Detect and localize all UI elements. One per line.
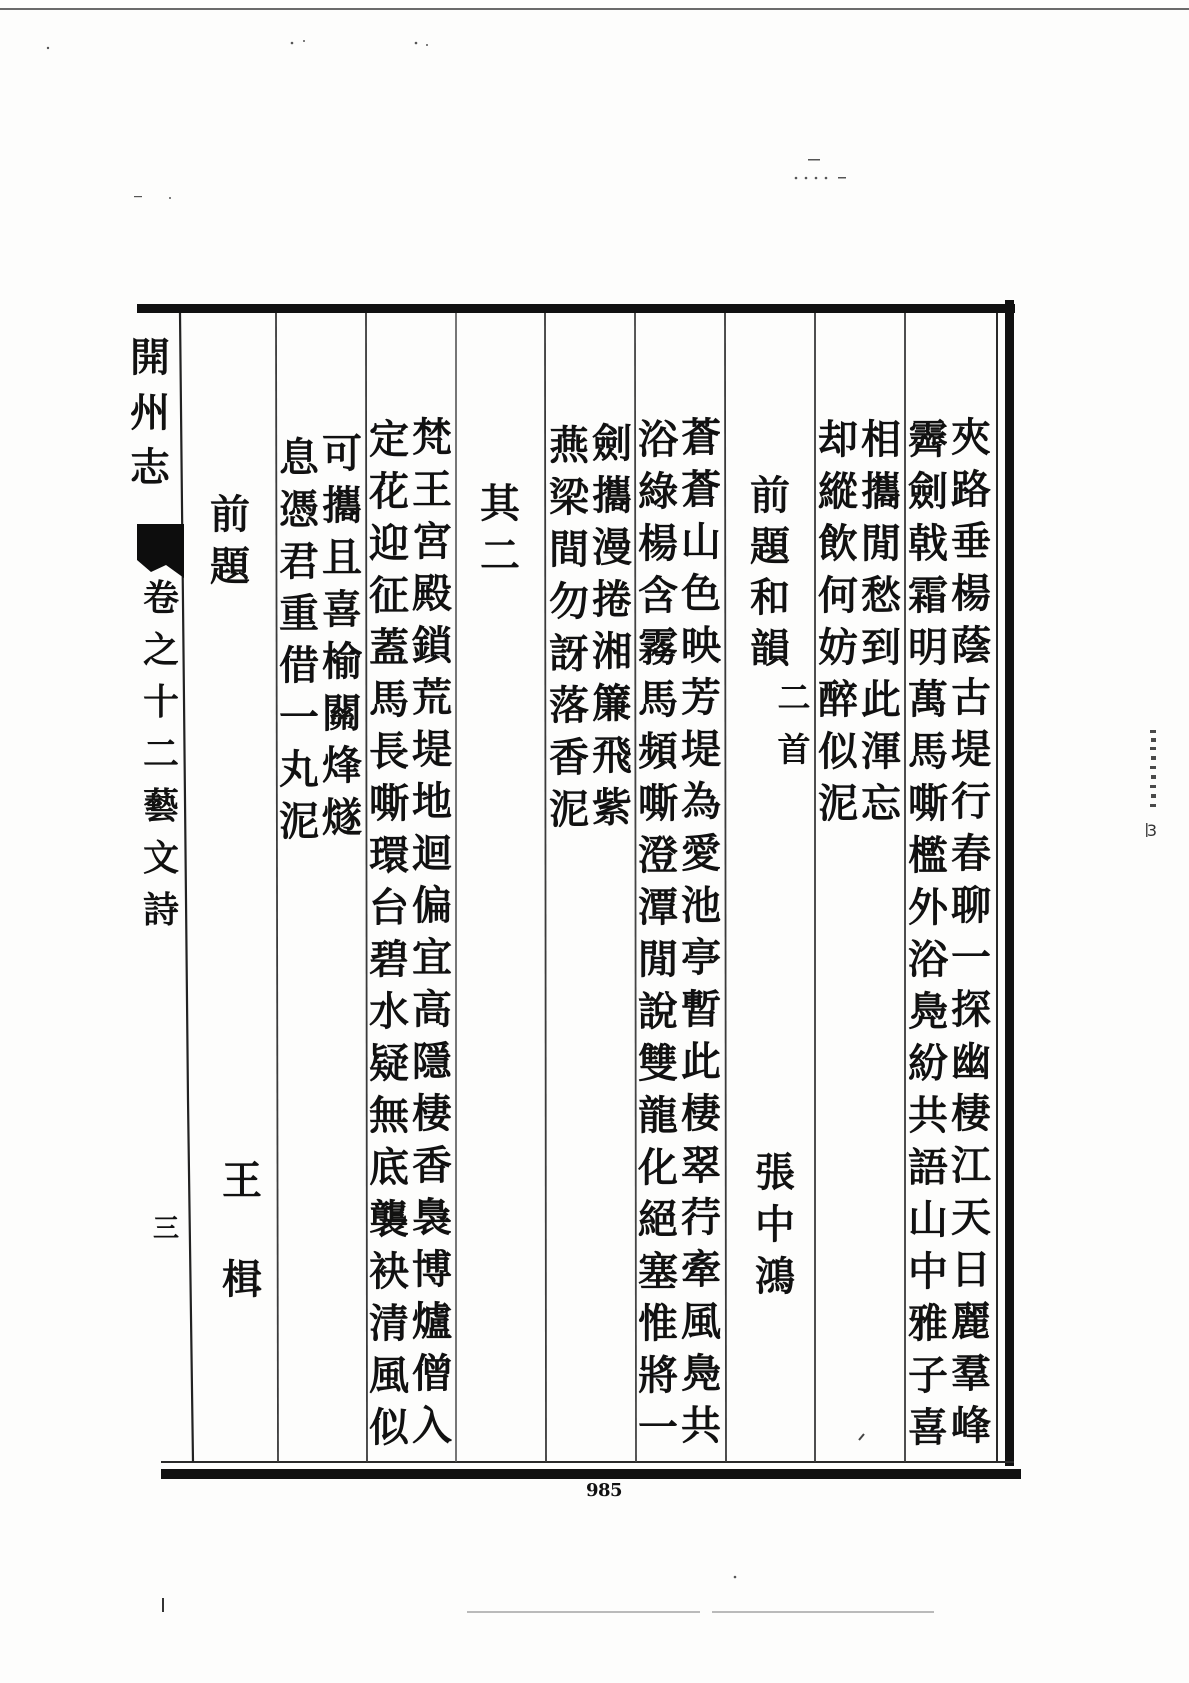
character: 相 — [861, 416, 901, 463]
character: 霜 — [908, 572, 948, 619]
character: 二 — [777, 678, 811, 717]
character: 鎖 — [412, 622, 452, 669]
character: 迴 — [412, 830, 452, 877]
poem-title-note — [775, 672, 813, 776]
character: 此 — [681, 1038, 721, 1085]
character: 醉 — [818, 676, 858, 723]
character: 天 — [951, 1194, 991, 1241]
character: 楊 — [638, 520, 678, 567]
character: 荒 — [412, 674, 452, 721]
character: 袂 — [369, 1248, 409, 1295]
character: 峰 — [951, 1402, 991, 1449]
character: 征 — [369, 572, 409, 619]
character: 可 — [322, 430, 362, 477]
character: 嘶 — [638, 780, 678, 827]
character: 劍 — [592, 420, 632, 467]
character: 馬 — [369, 676, 409, 723]
character: 無 — [369, 1092, 409, 1139]
character: 開 — [130, 334, 170, 381]
character: 水 — [369, 988, 409, 1035]
character: 前 — [210, 491, 250, 538]
character: 迎 — [369, 520, 409, 567]
character: 探 — [951, 986, 991, 1033]
frame-bottom-border — [161, 1469, 1021, 1479]
poem-line — [590, 418, 634, 834]
character: 簾 — [592, 680, 632, 727]
poem-line — [816, 414, 860, 830]
character: 絕 — [638, 1196, 678, 1243]
character: 泥 — [549, 786, 589, 833]
character: 亭 — [681, 934, 721, 981]
character: 清 — [369, 1300, 409, 1347]
character: 宜 — [412, 934, 452, 981]
character: 化 — [638, 1144, 678, 1191]
character: 楊 — [951, 570, 991, 617]
character: 妨 — [818, 624, 858, 671]
character: 霽 — [908, 416, 948, 463]
character: 似 — [369, 1404, 409, 1451]
poem-line — [410, 412, 454, 1452]
character: 荇 — [681, 1194, 721, 1241]
character: 飲 — [818, 520, 858, 567]
poem-line — [949, 412, 993, 1452]
character: 春 — [951, 830, 991, 877]
character: 中 — [755, 1201, 795, 1248]
character: 王 — [222, 1157, 262, 1204]
character: 漫 — [592, 524, 632, 571]
character: 塞 — [638, 1248, 678, 1295]
character: 借 — [279, 642, 319, 689]
character: 翠 — [681, 1142, 721, 1189]
poem-line — [859, 414, 903, 830]
character: 志 — [130, 444, 170, 491]
column-rule — [545, 313, 546, 1462]
character: 韻 — [750, 625, 790, 672]
character: 忘 — [861, 780, 901, 827]
character: 僧 — [412, 1350, 452, 1397]
character: 共 — [681, 1402, 721, 1449]
character: 訝 — [549, 630, 589, 677]
character: 攜 — [592, 472, 632, 519]
character: 殿 — [412, 570, 452, 617]
character: 嘶 — [369, 780, 409, 827]
character: 浴 — [638, 416, 678, 463]
character: 梁 — [549, 474, 589, 521]
character: 似 — [818, 728, 858, 775]
character: 題 — [750, 523, 790, 570]
character: 二 — [480, 532, 520, 579]
character: 之 — [142, 629, 179, 671]
character: 棲 — [951, 1090, 991, 1137]
character: 鴻 — [755, 1253, 795, 1300]
character: 喜 — [322, 586, 362, 633]
character: 劍 — [908, 468, 948, 515]
character: 龍 — [638, 1092, 678, 1139]
character: 色 — [681, 570, 721, 617]
character: 閒 — [638, 936, 678, 983]
character: 君 — [279, 538, 319, 585]
character: 雙 — [638, 1040, 678, 1087]
character: 江 — [951, 1142, 991, 1189]
character: 間 — [549, 526, 589, 573]
character: 幽 — [951, 1038, 991, 1085]
character: 台 — [369, 884, 409, 931]
character: 泥 — [818, 780, 858, 827]
character: 棲 — [681, 1090, 721, 1137]
character: 花 — [369, 468, 409, 515]
poem-line — [277, 432, 321, 848]
character: 說 — [638, 988, 678, 1035]
character: 底 — [369, 1144, 409, 1191]
character: 聊 — [951, 882, 991, 929]
character: 梵 — [412, 414, 452, 461]
character: 文 — [142, 837, 179, 879]
character: 語 — [908, 1144, 948, 1191]
character: 蔭 — [951, 622, 991, 669]
character: 山 — [908, 1196, 948, 1243]
character: 古 — [951, 674, 991, 721]
character: 愁 — [861, 572, 901, 619]
character: 何 — [818, 572, 858, 619]
poem-line — [679, 412, 723, 1452]
character: 縱 — [818, 468, 858, 515]
character: 惟 — [638, 1300, 678, 1347]
banxin-juan-title — [141, 572, 181, 936]
character: 堤 — [681, 726, 721, 773]
character: 霧 — [638, 624, 678, 671]
character: 泥 — [279, 798, 319, 845]
character: 楫 — [222, 1256, 262, 1303]
character: 到 — [861, 624, 901, 671]
character: 潭 — [638, 884, 678, 931]
character: 一 — [279, 694, 319, 741]
character: 紫 — [592, 784, 632, 831]
character: 前 — [750, 472, 790, 519]
character: 題 — [210, 543, 250, 590]
character: 嘶 — [908, 780, 948, 827]
character: 長 — [369, 728, 409, 775]
character: 藝 — [142, 785, 179, 827]
page-number: 985 — [585, 1480, 623, 1501]
poem-line — [547, 420, 591, 836]
character: 張 — [755, 1149, 795, 1196]
poem-title — [748, 470, 792, 674]
character: 頻 — [638, 728, 678, 775]
character: 羣 — [951, 1350, 991, 1397]
character: 鳧 — [681, 1350, 721, 1397]
character: 偏 — [412, 882, 452, 929]
character: 首 — [777, 730, 811, 769]
character: 攜 — [322, 482, 362, 529]
character: 州 — [130, 389, 170, 436]
poem-line — [367, 414, 411, 1454]
character: 池 — [681, 882, 721, 929]
character: 碧 — [369, 936, 409, 983]
character: 疑 — [369, 1040, 409, 1087]
character: 一 — [951, 934, 991, 981]
character: 渾 — [861, 728, 901, 775]
column-rule — [725, 313, 726, 1462]
character: 馬 — [908, 728, 948, 775]
character: 且 — [322, 534, 362, 581]
character: 憑 — [279, 486, 319, 533]
character: 雅 — [908, 1300, 948, 1347]
character: 二 — [142, 733, 179, 775]
poem-title — [208, 489, 252, 593]
character: 入 — [412, 1402, 452, 1449]
character: 明 — [908, 624, 948, 671]
poem-line — [636, 414, 680, 1454]
character: 共 — [908, 1092, 948, 1139]
character: 湘 — [592, 628, 632, 675]
character: 和 — [750, 574, 790, 621]
character: 子 — [908, 1352, 948, 1399]
character: 蓋 — [369, 624, 409, 671]
character: 關 — [322, 690, 362, 737]
character: 外 — [908, 884, 948, 931]
character: 紛 — [908, 1040, 948, 1087]
character: 烽 — [322, 742, 362, 789]
frame-right-border — [1005, 300, 1014, 1466]
character: 浴 — [908, 936, 948, 983]
character: 堤 — [412, 726, 452, 773]
character: 萬 — [908, 676, 948, 723]
banxin-leaf-number: 三 — [152, 1214, 179, 1244]
character: 暫 — [681, 986, 721, 1033]
character: 此 — [861, 676, 901, 723]
character: 中 — [908, 1248, 948, 1295]
character: 詩 — [142, 889, 179, 931]
poem-title — [478, 478, 522, 582]
character: 蒼 — [681, 466, 721, 513]
character: 麗 — [951, 1298, 991, 1345]
poem-line — [906, 414, 950, 1454]
poem-author — [753, 1147, 797, 1303]
character: 隱 — [412, 1038, 452, 1085]
character: 襲 — [369, 1196, 409, 1243]
character: 山 — [681, 518, 721, 565]
banxin-title-area — [130, 320, 183, 510]
character: 勿 — [549, 578, 589, 625]
character: 裊 — [412, 1194, 452, 1241]
character: 含 — [638, 572, 678, 619]
character: 卷 — [142, 577, 179, 619]
character: 高 — [412, 986, 452, 1033]
character: 鳧 — [908, 988, 948, 1035]
character: 閒 — [861, 520, 901, 567]
character: 棲 — [412, 1090, 452, 1137]
character: 風 — [681, 1298, 721, 1345]
character: 博 — [412, 1246, 452, 1293]
character: 榆 — [322, 638, 362, 685]
character: 却 — [818, 416, 858, 463]
character: 牽 — [681, 1246, 721, 1293]
character: 芳 — [681, 674, 721, 721]
character: 落 — [549, 682, 589, 729]
character: 捲 — [592, 576, 632, 623]
poem-line — [320, 428, 364, 844]
character: 丸 — [279, 746, 319, 793]
character: 綠 — [638, 468, 678, 515]
character: 攜 — [861, 468, 901, 515]
character: 香 — [412, 1142, 452, 1189]
character: 日 — [951, 1246, 991, 1293]
character: 息 — [279, 434, 319, 481]
fish-tail-mark — [137, 524, 184, 578]
character: 燧 — [322, 794, 362, 841]
character: 十 — [142, 681, 179, 723]
character: 愛 — [681, 830, 721, 877]
character: 環 — [369, 832, 409, 879]
banxin-book-title — [128, 330, 172, 495]
poem-author — [220, 1131, 264, 1329]
frame-top-border — [137, 304, 1015, 313]
character: 將 — [638, 1352, 678, 1399]
character: 垂 — [951, 518, 991, 565]
character: 燕 — [549, 422, 589, 469]
character: 地 — [412, 778, 452, 825]
character: 定 — [369, 416, 409, 463]
character: 飛 — [592, 732, 632, 779]
character: 夾 — [951, 414, 991, 461]
margin-scan-mark: 3 — [1146, 821, 1158, 840]
character: 映 — [681, 622, 721, 669]
character: 路 — [951, 466, 991, 513]
character: 王 — [412, 466, 452, 513]
character: 行 — [951, 778, 991, 825]
character: 檻 — [908, 832, 948, 879]
character: 風 — [369, 1352, 409, 1399]
character: 宮 — [412, 518, 452, 565]
character: 喜 — [908, 1404, 948, 1451]
character: 堤 — [951, 726, 991, 773]
character: 爐 — [412, 1298, 452, 1345]
character: 重 — [279, 590, 319, 637]
character: 馬 — [638, 676, 678, 723]
character: 澄 — [638, 832, 678, 879]
character: 其 — [480, 480, 520, 527]
character: 戟 — [908, 520, 948, 567]
character: 香 — [549, 734, 589, 781]
character: 蒼 — [681, 414, 721, 461]
character: 一 — [638, 1404, 678, 1451]
character: 為 — [681, 778, 721, 825]
